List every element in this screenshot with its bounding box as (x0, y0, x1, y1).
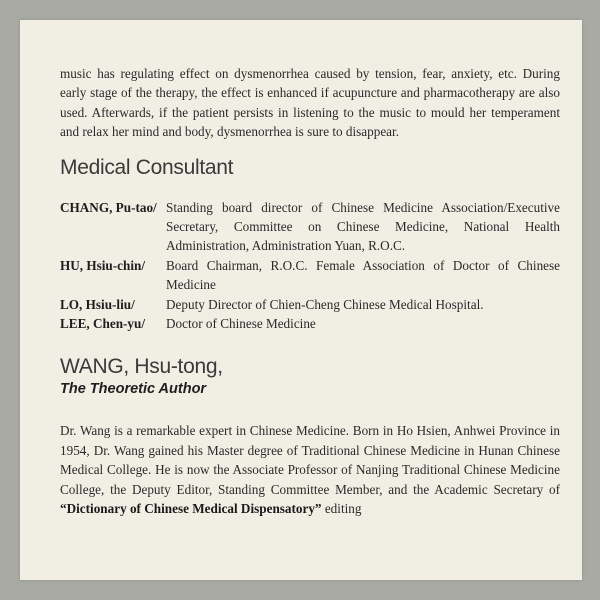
author-role-subheading: The Theoretic Author (60, 381, 207, 398)
document-page (20, 20, 582, 580)
consultant-row (60, 198, 560, 256)
consultant-name: LO, Hsiu-liu/ (60, 296, 135, 312)
consultant-list (60, 198, 560, 334)
consultant-name: HU, Hsiu-chin/ (60, 257, 146, 273)
intro-paragraph: music has regulating effect on dysmenorrhea caused by tension, fear, anxiety, etc. During early stage of the therapy, the effect is enhanced if acupuncture and pharmacotherapy are also used. Afterwards, if the patient persists in listening to the music to mould her temperament and relax her mind and body, dysmenorrhea is sure to disappear. (60, 66, 560, 140)
consultant-description: Deputy Director of Chien-Cheng Chinese Medical Hospital. (166, 296, 484, 312)
consultant-name: CHANG, Pu-tao/ (60, 199, 157, 215)
author-bio-text: Dr. Wang is a remarkable expert in Chinese Medicine. Born in Ho Hsien, Anhwei Province in 1954, Dr. Wang gained his Master degree of Traditional Chinese Medicine in Hunan Chinese Medical College. He is now the Associate Professor of Nanjing Traditional Chinese Medicine College, the Deputy Editor, Standing Committee Member, and the Academic Secretary of (60, 423, 560, 497)
consultant-row (60, 314, 560, 333)
author-bio-text-end: editing (321, 501, 362, 517)
consultant-row (60, 256, 560, 295)
consultant-description: Standing board director of Chinese Medicine Association/Executive Secretary, Committee on Chinese Medicine, National Health Administration, Administration Yuan, R.O.C. (166, 199, 560, 254)
consultant-description: Doctor of Chinese Medicine (166, 316, 316, 332)
author-bio-paragraph (60, 421, 560, 518)
author-name-heading: WANG, Hsu-tong, (60, 355, 223, 379)
consultant-row (60, 295, 560, 314)
consultant-name: LEE, Chen-yu/ (60, 316, 146, 332)
page-content (60, 64, 560, 519)
dictionary-title: “Dictionary of Chinese Medical Dispensatory” (60, 501, 322, 517)
consultant-description: Board Chairman, R.O.C. Female Association of Doctor of Chinese Medicine (166, 257, 560, 293)
medical-consultant-heading: Medical Consultant (60, 155, 234, 179)
